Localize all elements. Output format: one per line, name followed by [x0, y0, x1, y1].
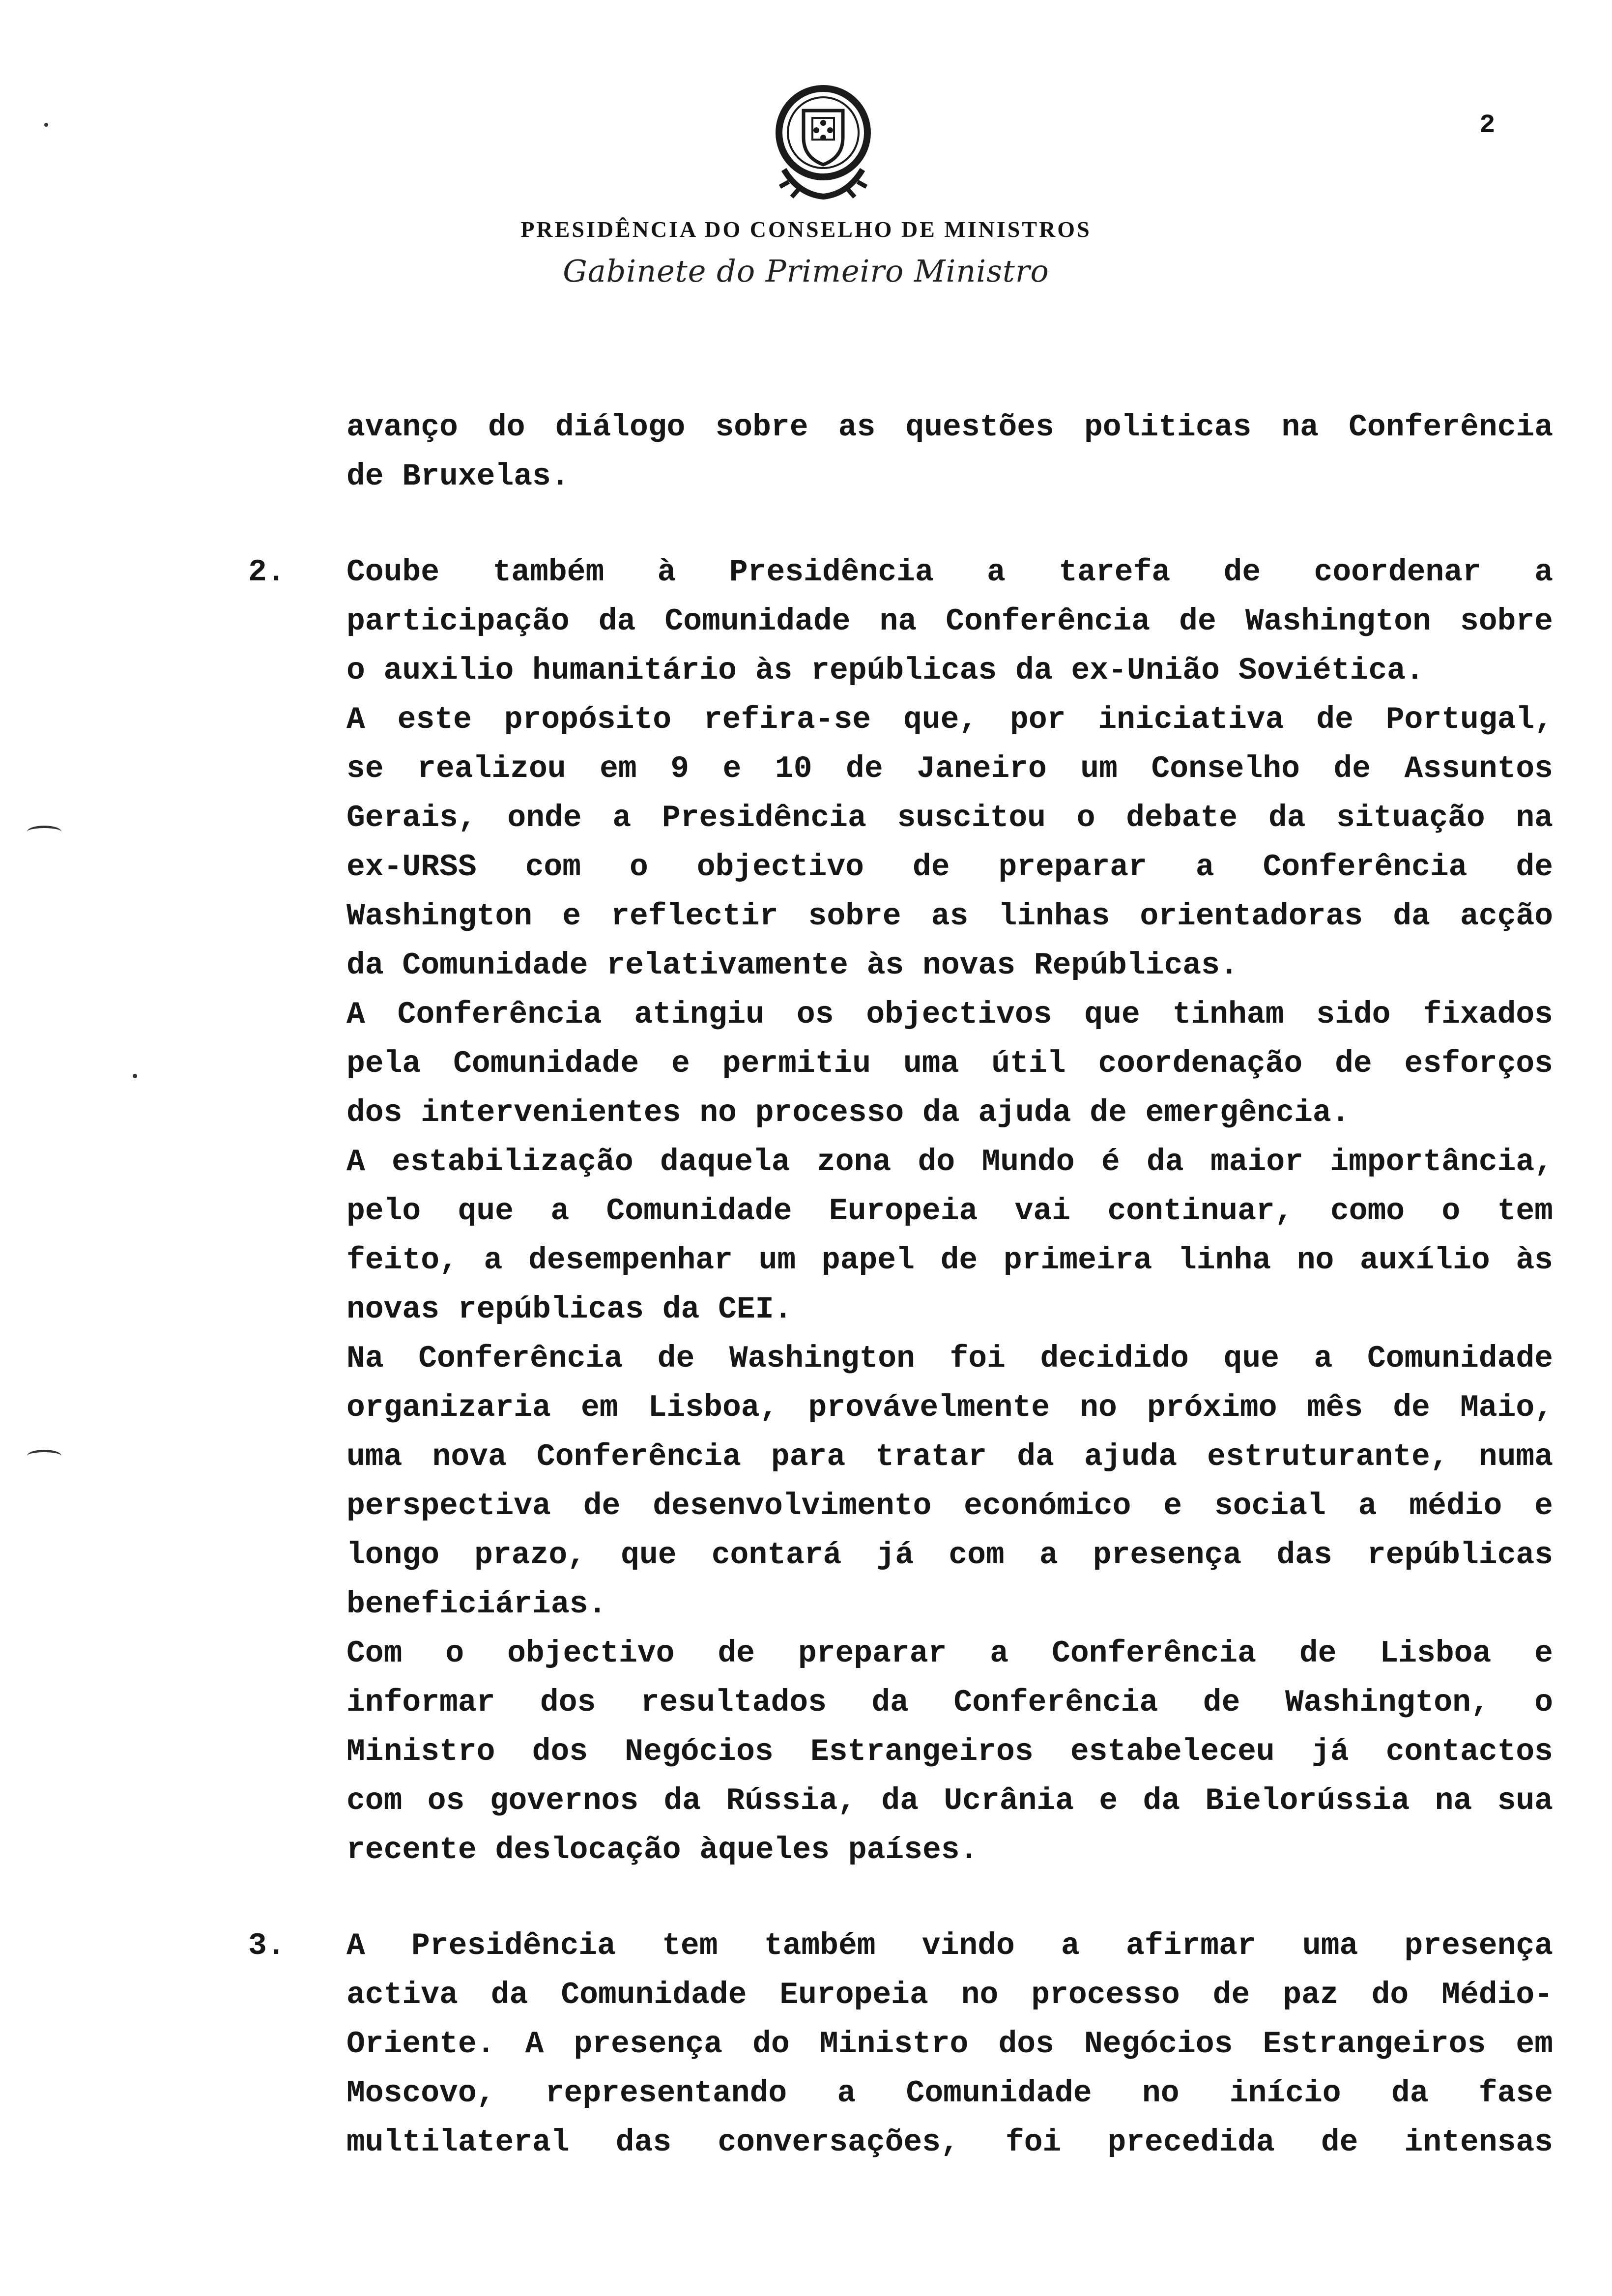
text-line: Oriente. A presença do Ministro dos Negócios Estrangeiros em [346, 2027, 1553, 2062]
text-line: pelo que a Comunidade Europeia vai continuar, como o tem [346, 1194, 1553, 1229]
text-line: Na Conferência de Washington foi decidido que a Comunidade [346, 1341, 1553, 1376]
text-line: longo prazo, que contará já com a presença das repúblicas [346, 1538, 1553, 1573]
scan-speck [44, 123, 48, 127]
text-line: participação da Comunidade na Conferência de Washington sobre [346, 604, 1553, 639]
text-line: dos intervenientes no processo da ajuda de emergência. [346, 1095, 1350, 1130]
text-line: de Bruxelas. [346, 459, 570, 494]
text-line: novas repúblicas da CEI. [346, 1292, 793, 1327]
text-line: o auxilio humanitário às repúblicas da ex-União Soviética. [346, 653, 1424, 688]
text-line: Ministro dos Negócios Estrangeiros estabeleceu já contactos [346, 1734, 1553, 1769]
scan-mark [27, 1450, 61, 1462]
scan-speck [133, 1074, 137, 1078]
text-line: beneficiárias. [346, 1587, 607, 1622]
text-line: informar dos resultados da Conferência de Washington, o [346, 1685, 1553, 1720]
text-line: A este propósito refira-se que, por iniciativa de Portugal, [346, 702, 1553, 737]
page-number: 2 [1479, 111, 1496, 141]
text-line: avanço do diálogo sobre as questões politicas na Conferência [346, 410, 1553, 445]
header-office: Gabinete do Primeiro Ministro [563, 253, 1049, 289]
text-line: Washington e reflectir sobre as linhas orientadoras da acção [346, 899, 1553, 934]
text-line: A Presidência tem também vindo a afirmar uma presença [346, 1928, 1553, 1963]
paragraph-number: 3. [248, 1928, 286, 1963]
text-line: Coube também à Presidência a tarefa de coordenar a [346, 555, 1553, 590]
text-line: recente deslocação àqueles países. [346, 1833, 979, 1867]
text-line: uma nova Conferência para tratar da ajuda estruturante, numa [346, 1439, 1553, 1474]
text-line: ex-URSS com o objectivo de preparar a Conferência de [346, 850, 1553, 885]
header-organization: PRESIDÊNCIA DO CONSELHO DE MINISTROS [520, 217, 1092, 242]
text-line: Moscovo, representando a Comunidade no início da fase [346, 2076, 1553, 2111]
text-line: organizaria em Lisboa, provávelmente no próximo mês de Maio, [346, 1390, 1553, 1425]
paragraph-number: 2. [248, 555, 286, 590]
text-line: perspectiva de desenvolvimento económico e social a médio e [346, 1489, 1553, 1523]
text-line: Com o objectivo de preparar a Conferência de Lisboa e [346, 1636, 1553, 1671]
text-line: se realizou em 9 e 10 de Janeiro um Conselho de Assuntos [346, 751, 1553, 786]
text-line: Gerais, onde a Presidência suscitou o debate da situação na [346, 801, 1553, 835]
text-line: feito, a desempenhar um papel de primeira linha no auxílio às [346, 1243, 1553, 1278]
text-line: A estabilização daquela zona do Mundo é da maior importância, [346, 1145, 1553, 1179]
coat-of-arms-emblem [769, 84, 877, 201]
text-line: da Comunidade relativamente às novas Repúblicas. [346, 948, 1238, 983]
text-line: com os governos da Rússia, da Ucrânia e da Bielorússia na sua [346, 1783, 1553, 1818]
text-line: A Conferência atingiu os objectivos que tinham sido fixados [346, 997, 1553, 1032]
text-line: activa da Comunidade Europeia no processo de paz do Médio- [346, 1978, 1553, 2012]
text-line: multilateral das conversações, foi precedida de intensas [346, 2125, 1553, 2160]
scan-mark [27, 826, 61, 838]
text-line: pela Comunidade e permitiu uma útil coordenação de esforços [346, 1046, 1553, 1081]
